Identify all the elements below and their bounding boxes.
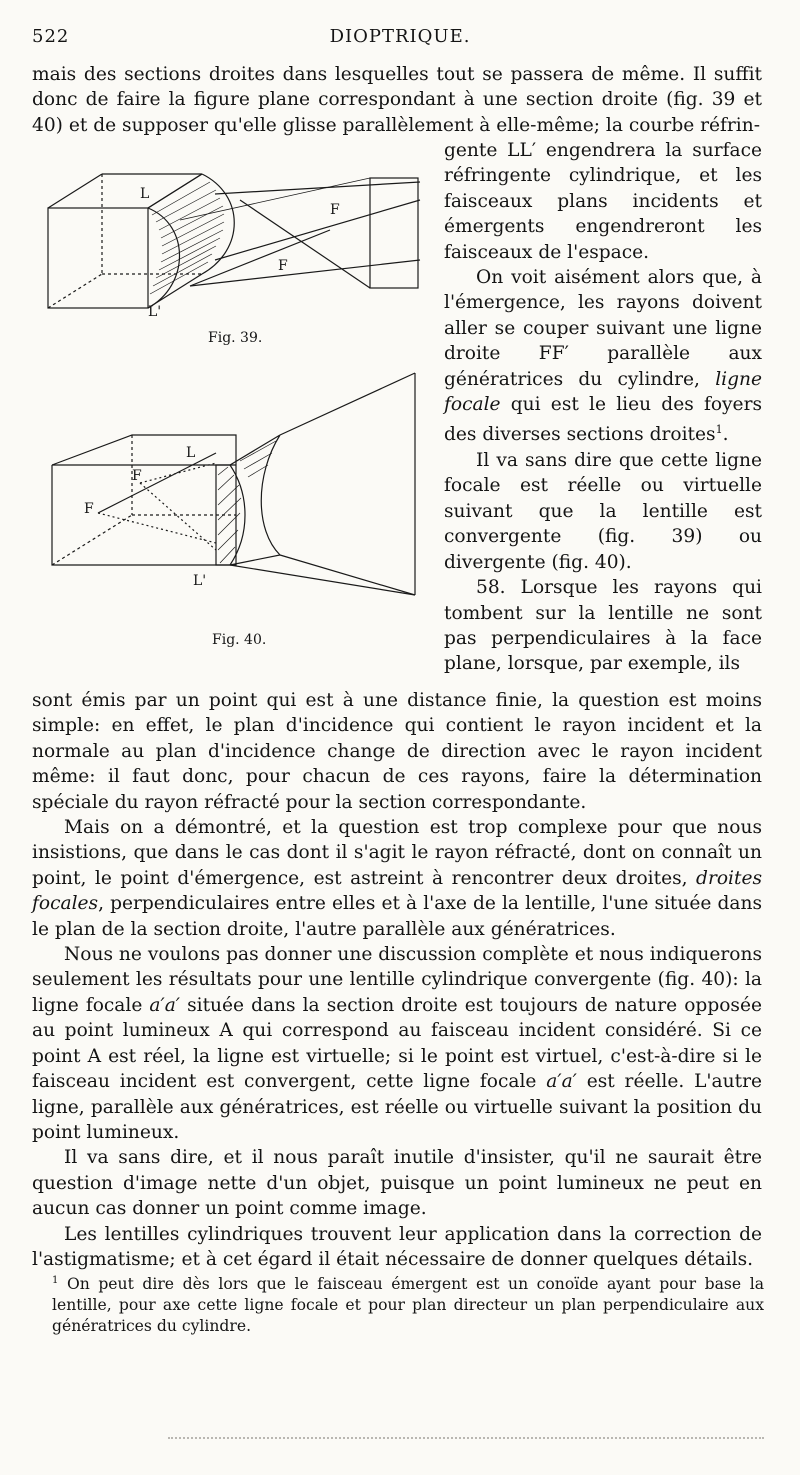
col-paragraph-4: 58. Lorsque les rayons qui tombent sur la lentille ne sont pas perpendiculaires à la face plane, lorsque, par exemple, ils — [444, 577, 762, 675]
intro-paragraph: mais des sections droites dans lesquelles tout se passera de même. Il suffit donc de faire la figure plane correspondant à une section droite (fig. 39 et 40) et de supposer qu'elle glisse parallèlement à elle-même; la courbe réfrin- — [32, 64, 762, 136]
running-title: DIOPTRIQUE. — [329, 26, 471, 47]
page-number: 522 — [32, 26, 70, 47]
figure-39-caption: Fig. 39. — [208, 330, 263, 346]
fig39-label-F-lower: F — [278, 258, 288, 274]
footnote — [52, 1270, 764, 1337]
paragraph-4-continuation: sont émis par un point qui est à une distance finie, la question est moins simple: en effet, le plan d'incidence qui contient le rayon incident et la normale au plan d'incidence change de direction avec le rayon incident même: il faut donc, pour chacun de ces rayons, faire la détermination spéciale du rayon réfracté pour la section correspondante. — [32, 690, 762, 813]
fig40-label-F-outer: F — [84, 501, 94, 517]
term-ligne-focale: ligne focale — [444, 368, 762, 416]
term-droites-focales: droites focales — [32, 867, 762, 915]
figure-40-diagram — [40, 365, 430, 610]
bottom-dotted-rule — [168, 1437, 764, 1443]
figure-39-diagram — [40, 160, 430, 320]
fig39-label-Lp: L' — [148, 304, 162, 320]
figure-40-caption: Fig. 40. — [212, 632, 267, 648]
col-paragraph-2: On voit aisément alors que, à l'émergence, les rayons doivent aller se couper suivant une ligne droite FF′ parallèle aux génératrices du cylindre, ligne focale qui est le lieu des foyers des diverses sections droites$^1$. — [444, 267, 762, 446]
main-body-text — [32, 688, 762, 1272]
footnote-text: On peut dire dès lors que le faisceau émergent est un conoïde ayant pour base la lentille, pour axe cette ligne focale et pour plan directeur un plan perpendiculaire aux génératrices du cylindre. — [52, 1275, 764, 1336]
paragraph-8: Les lentilles cylindriques trouvent leur application dans la correction de l'astigmatisme; et à cet égard il était nécessaire de donner quelques détails. — [32, 1223, 762, 1270]
section-number: 58. — [476, 577, 506, 599]
fig40-label-F-inner: F — [132, 468, 142, 484]
col-paragraph-1: gente LL′ engendrera la surface réfringente cylindrique, et les faisceaux plans incidents et émergents engendreront les faisceaux de l'espace. — [444, 140, 762, 263]
fig39-label-F-upper: F — [330, 202, 340, 218]
footnote-mark: 1 — [52, 1275, 59, 1286]
right-column-text — [444, 138, 762, 677]
col-paragraph-3: Il va sans dire que cette ligne focale est réelle ou virtuelle suivant que la lentille est convergente (fig. 39) ou divergente (fig. 40). — [444, 450, 762, 573]
paragraph-5: Mais on a démontré, et la question est trop complexe pour que nous insistions, que dans le cas dont il s'agit le rayon réfracté, dont on connaît un point, le point d'émergence, est astreint à rencontrer deux droites, droites focales, perpendiculaires entre elles et à l'axe de la lentille, l'une située dans le plan de la section droite, l'autre parallèle aux génératrices. — [32, 817, 762, 940]
fig39-label-L: L — [140, 186, 150, 202]
paragraph-6: Nous ne voulons pas donner une discussion complète et nous indiquerons seulement les résultats pour une lentille cylindrique convergente (fig. 40): la ligne focale a′a′ située dans la section droite est toujours de nature opposée au point lumineux A qui correspond au faisceau incident considéré. Si ce point A est réel, la ligne est virtuelle; si le point est virtuel, c'est-à-dire si le faisceau incident est convergent, cette ligne focale a′a′ est réelle. L'autre ligne, parallèle aux génératrices, est réelle ou virtuelle suivant la position du point lumineux. — [32, 944, 762, 1143]
fig40-label-Lp: L' — [193, 573, 207, 589]
paragraph-7: Il va sans dire, et il nous paraît inutile d'insister, qu'il ne saurait être question d'image nette d'un objet, puisque un point lumineux ne peut en aucun cas donner un point comme image. — [32, 1147, 762, 1220]
footnote-ref: 1 — [715, 423, 723, 437]
fig40-label-L: L — [186, 445, 196, 461]
